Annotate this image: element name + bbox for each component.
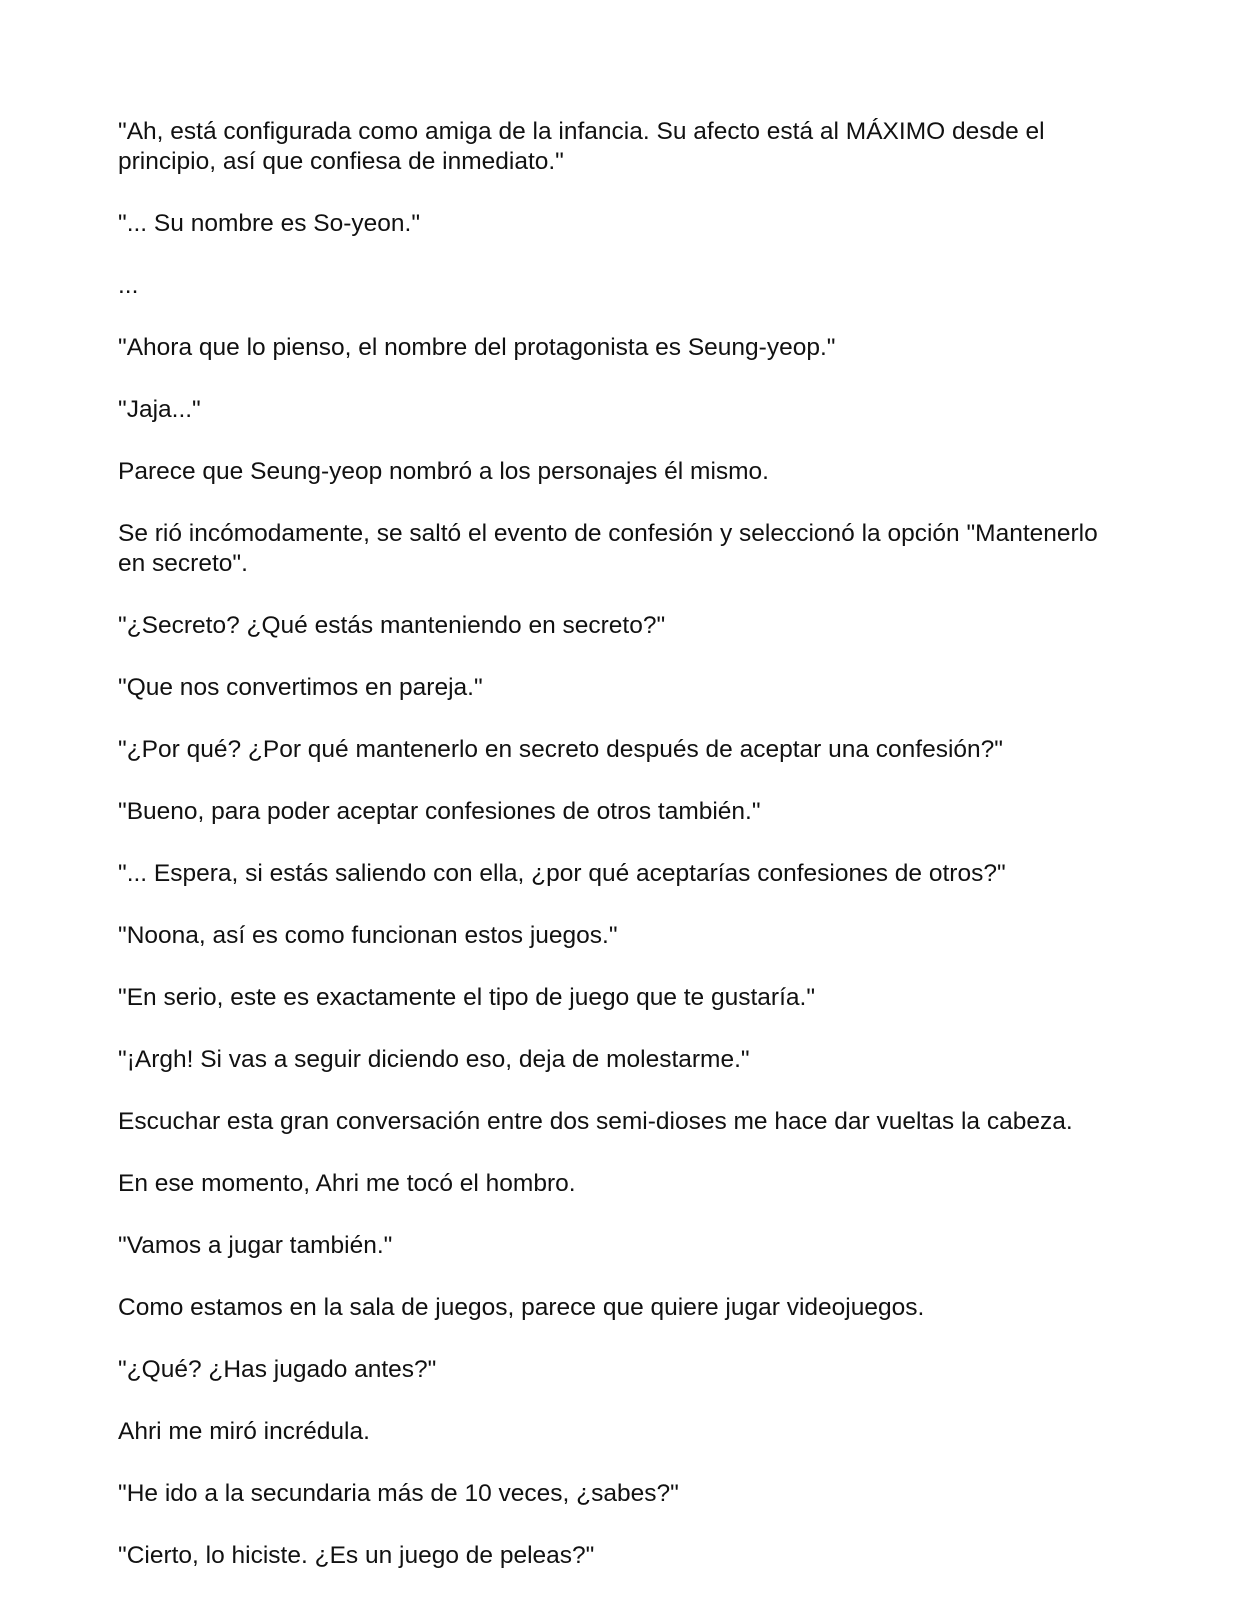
paragraph: Parece que Seung-yeop nombró a los personajes él mismo. — [118, 458, 769, 485]
paragraph: "He ido a la secundaria más de 10 veces, ¿sabes?" — [118, 1480, 679, 1507]
document-body — [118, 117, 1128, 1603]
paragraph: "¿Por qué? ¿Por qué mantenerlo en secreto después de aceptar una confesión?" — [118, 736, 1003, 763]
paragraph: "Que nos convertimos en pareja." — [118, 674, 483, 701]
paragraph: "Jaja..." — [118, 396, 201, 423]
paragraph: "¿Secreto? ¿Qué estás manteniendo en secreto?" — [118, 612, 666, 639]
paragraph: "... Su nombre es So-yeon." — [118, 210, 421, 237]
paragraph: Como estamos en la sala de juegos, parece que quiere jugar videojuegos. — [118, 1294, 925, 1321]
paragraph: En ese momento, Ahri me tocó el hombro. — [118, 1170, 576, 1197]
paragraph: "Bueno, para poder aceptar confesiones de otros también." — [118, 798, 761, 825]
paragraph: "Ah, está configurada como amiga de la infancia. Su afecto está al MÁXIMO desde el principio, así que confiesa de inmediato." — [118, 118, 1052, 175]
paragraph: ... — [118, 272, 139, 299]
paragraph: "Vamos a jugar también." — [118, 1232, 393, 1259]
paragraph: "Cierto, lo hiciste. ¿Es un juego de peleas?" — [118, 1542, 595, 1569]
paragraph: Ahri me miró incrédula. — [118, 1418, 370, 1445]
paragraph: "En serio, este es exactamente el tipo de juego que te gustaría." — [118, 984, 816, 1011]
paragraph: "¡Argh! Si vas a seguir diciendo eso, deja de molestarme." — [118, 1046, 750, 1073]
paragraph: Se rió incómodamente, se saltó el evento de confesión y seleccionó la opción "Mantenerlo en secreto". — [118, 520, 1105, 577]
paragraph: "¿Qué? ¿Has jugado antes?" — [118, 1356, 437, 1383]
paragraph: Escuchar esta gran conversación entre dos semi-dioses me hace dar vueltas la cabeza. — [118, 1108, 1073, 1135]
paragraph: "Ahora que lo pienso, el nombre del protagonista es Seung-yeop." — [118, 334, 836, 361]
paragraph: "... Espera, si estás saliendo con ella, ¿por qué aceptarías confesiones de otros?" — [118, 860, 1006, 887]
paragraph: "Noona, así es como funcionan estos juegos." — [118, 922, 618, 949]
